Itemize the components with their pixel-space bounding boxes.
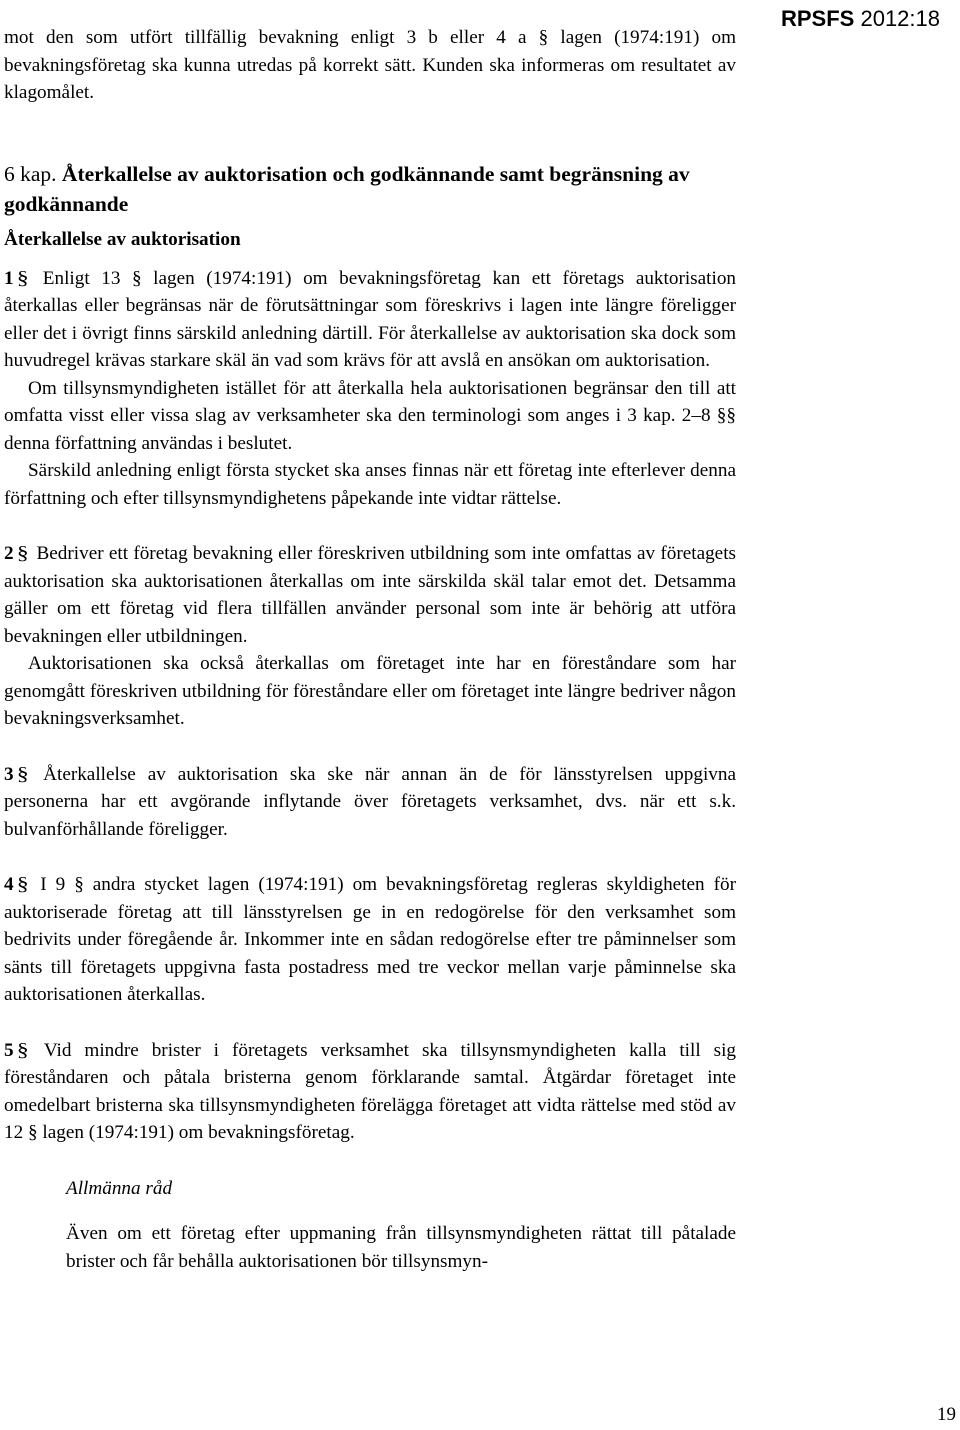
general-advice <box>66 1175 736 1276</box>
intro-paragraph: mot den som utfört tillfällig bevakning enligt 3 b eller 4 a § lagen (1974:191) om bevakningsföretag ska kunna utredas på korrekt sätt. Kunden ska informeras om resultatet av klagomålet. <box>4 27 736 103</box>
paragraph-section-1 <box>4 265 736 513</box>
chapter-number: 6 kap. <box>4 161 57 186</box>
section-text <box>4 1037 736 1147</box>
document-series: RPSFS <box>780 6 855 31</box>
section-number: 3 <box>4 763 14 785</box>
section-text <box>4 871 736 1009</box>
document-page <box>4 0 736 1275</box>
document-code <box>781 6 940 32</box>
section-subheading: Återkallelse av auktorisation <box>4 228 241 250</box>
section-text-body: Bedriver ett företag bevakning eller föreskriven utbildning som inte omfattas av företagets auktorisation ska auktorisationen återkallas om inte särskilda skäl talar emot det. Detsamma gäller om ett företag vid flera tillfällen använder personal som inte är behörig att utföra bevakningen eller utbildningen. <box>4 543 736 647</box>
section-sign: § <box>16 543 29 564</box>
section-number: 4 <box>4 874 14 895</box>
chapter-heading <box>4 159 736 219</box>
paragraph-section-2 <box>4 540 736 733</box>
section-text-body: Vid mindre brister i företagets verksamhet ska tillsynsmyndigheten kalla till sig föreståndaren och påtala bristerna genom förklarande samtal. Åtgärdar företaget inte omedelbart bristerna ska tillsynsmyndigheten förelägga företaget att vidta rättelse med stöd av 12 § lagen (1974:191) om bevakningsföretag. <box>4 1039 737 1143</box>
section-text: Särskild anledning enligt första stycket ska anses finnas när ett företag inte efterlever denna författning och efter tillsynsmyndighetens påpekande inte vidtar rättelse. <box>4 460 736 509</box>
section-text <box>4 761 736 844</box>
paragraph-section-3 <box>4 761 736 844</box>
advice-text: Även om ett företag efter uppmaning från tillsynsmyndigheten rättat till påtalade brister och får behålla auktorisationen bör tillsynsmyn- <box>66 1223 736 1272</box>
section-text: Om tillsynsmyndigheten istället för att återkalla hela auktorisationen begränsar den till att omfatta visst eller vissa slag av verksamheter ska den terminologi som anges i 3 kap. 2–8 §§ denna författning användas i beslutet. <box>4 377 736 454</box>
chapter-title: Återkallelse av auktorisation och godkännande samt begränsning av godkännande <box>4 161 690 216</box>
section-text: Auktorisationen ska också återkallas om företaget inte har en föreståndare som har genomgått föreskriven utbildning för föreståndare eller om företaget inte längre bedriver någon bevakningsverksamhet. <box>4 653 736 729</box>
section-number: 1 <box>4 267 14 289</box>
section-number: 5 <box>4 1039 14 1061</box>
section-sign: § <box>16 874 29 895</box>
section-sign: § <box>16 1039 29 1061</box>
section-text-body: Återkallelse av auktorisation ska ske när annan än de för länsstyrelsen uppgivna personerna har ett avgörande inflytande över företagets verksamhet, dvs. när ett s.k. bulvanförhållande föreligger. <box>4 763 736 840</box>
section-sign: § <box>16 267 29 289</box>
section-text <box>4 265 736 375</box>
section-text-body: I 9 § andra stycket lagen (1974:191) om bevakningsföretag regleras skyldigheten för auktoriserade företag att till länsstyrelsen ge in en redogörelse för den verksamhet som bedrivits under föregående år. Inkommer inte en sådan redogörelse efter tre påminnelser som sänts till företagets uppgivna fasta postadress med tre veckor mellan varje påminnelse ska auktorisationen återkallas. <box>4 874 737 1005</box>
advice-title: Allmänna råd <box>66 1177 173 1199</box>
document-year: 2012:18 <box>860 6 940 31</box>
section-number: 2 <box>4 543 14 564</box>
section-text <box>4 540 736 650</box>
page-number: 19 <box>937 1404 956 1425</box>
section-text-body: Enligt 13 § lagen (1974:191) om bevakningsföretag kan ett företags auktorisation återkallas eller begränsas när de förutsättningar som föreskrivs i lagen inte längre föreligger eller det i övrigt finns särskild anledning därtill. För återkallelse av auktorisation ska dock som huvudregel krävas starkare skäl än vad som krävs för att avslå en ansökan om auktorisation. <box>4 267 737 371</box>
paragraph-section-4 <box>4 871 736 1009</box>
section-sign: § <box>16 763 29 785</box>
paragraph-section-5 <box>4 1037 736 1147</box>
